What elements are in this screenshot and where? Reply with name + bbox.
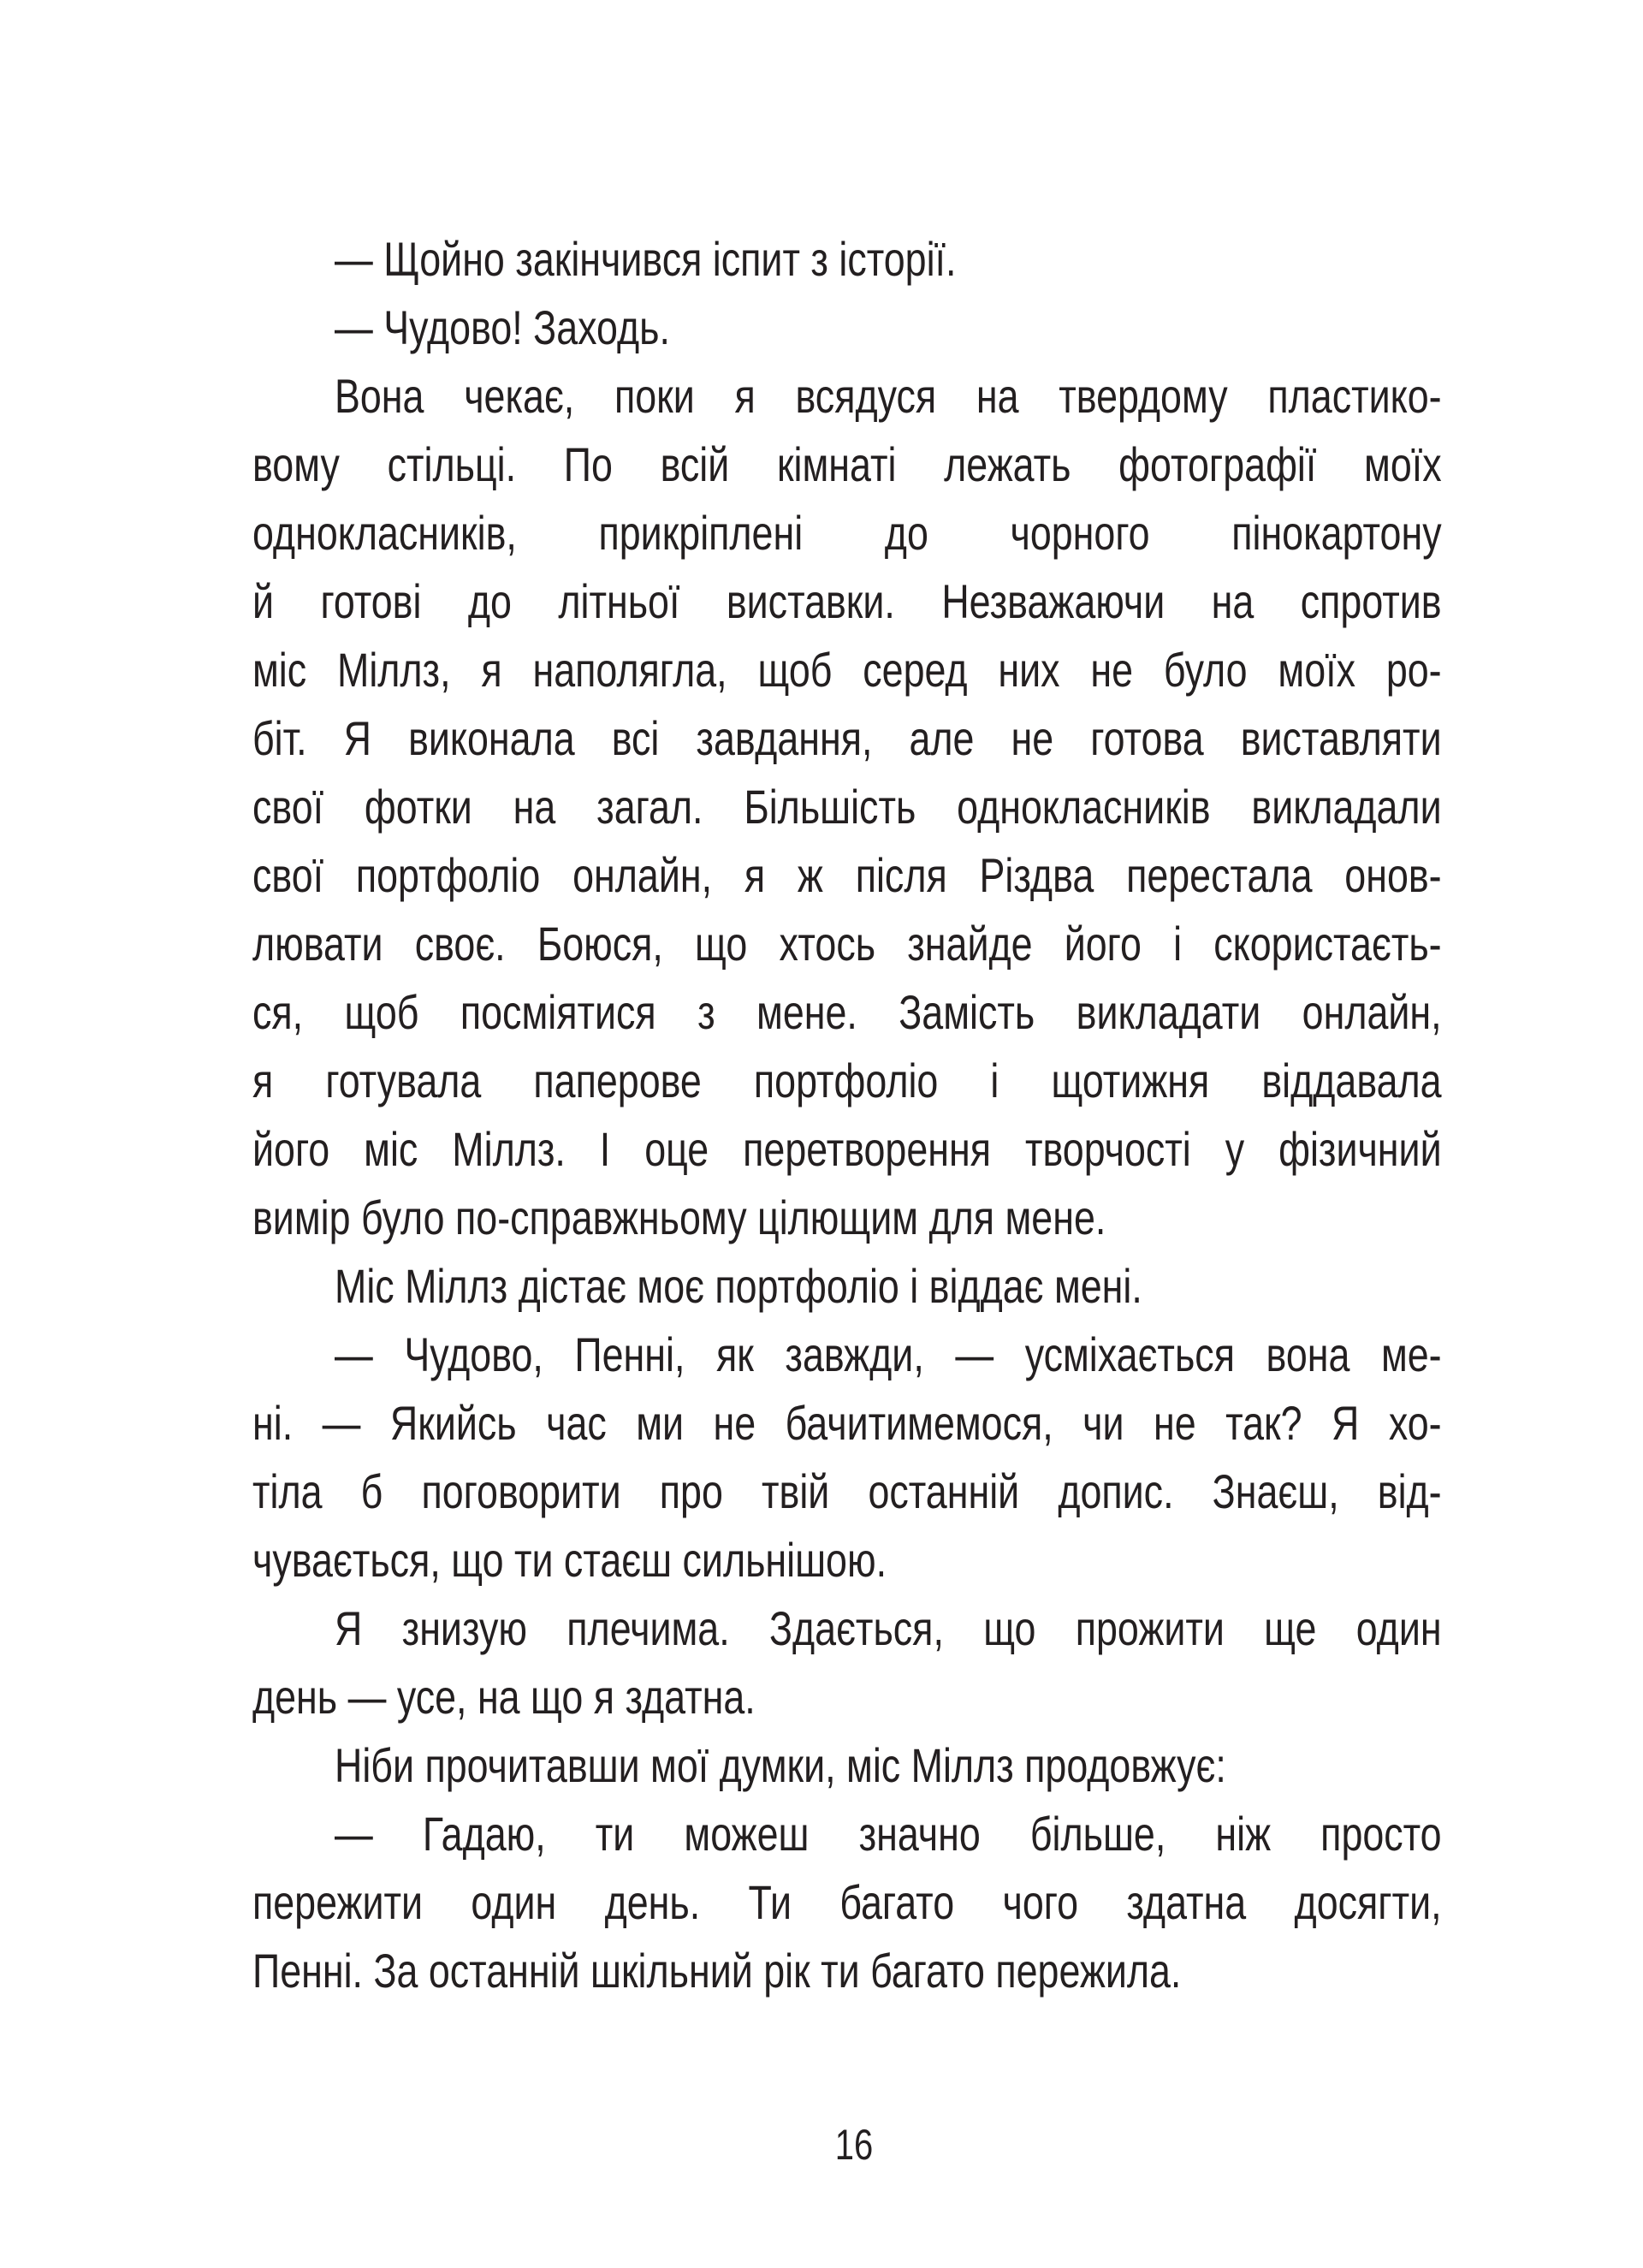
text-line: Ніби прочитавши мої думки, міс Міллз продовжує: bbox=[335, 1738, 1226, 1792]
paragraph bbox=[252, 362, 1442, 1252]
paragraph bbox=[252, 1731, 1442, 1800]
text-line: Міс Міллз дістає моє портфоліо і віддає мені. bbox=[335, 1259, 1142, 1313]
text-line: його міс Міллз. І оце перетворення творчості у фізичний bbox=[252, 1122, 1442, 1176]
page-number: 16 bbox=[834, 2121, 874, 2169]
text-line: тіла б поговорити про твій останній допис. Знаєш, від- bbox=[252, 1464, 1442, 1518]
text-line: пережити один день. Ти багато чого здатна досягти, bbox=[252, 1875, 1442, 1929]
text-line: — Чудово, Пенні, як завжди, — усміхається вона ме- bbox=[335, 1327, 1442, 1381]
paragraph bbox=[252, 294, 1442, 362]
text-line: свої портфоліо онлайн, я ж після Різдва перестала онов- bbox=[252, 848, 1442, 902]
paragraph bbox=[252, 225, 1442, 294]
paragraph bbox=[252, 1594, 1442, 1731]
text-line: — Чудово! Заходь. bbox=[335, 300, 670, 354]
text-line: міс Міллз, я наполягла, щоб серед них не було моїх ро- bbox=[252, 643, 1442, 697]
text-line: чувається, що ти стаєш сильнішою. bbox=[252, 1533, 887, 1587]
text-line: однокласників, прикріплені до чорного пінокартону bbox=[252, 506, 1442, 560]
text-line: ся, щоб посміятися з мене. Замість викладати онлайн, bbox=[252, 985, 1442, 1039]
text-line: Вона чекає, поки я всядуся на твердому пластико- bbox=[335, 369, 1442, 423]
text-line: вому стільці. По всій кімнаті лежать фотографії моїх bbox=[252, 437, 1442, 491]
body-text bbox=[252, 225, 1442, 2005]
text-line: ні. — Якийсь час ми не бачитимемося, чи не так? Я хо- bbox=[252, 1396, 1442, 1450]
text-line: біт. Я виконала всі завдання, але не готова виставляти bbox=[252, 711, 1442, 765]
text-line: свої фотки на загал. Більшість однокласників викладали bbox=[252, 780, 1442, 834]
text-line: — Щойно закінчився іспит з історії. bbox=[335, 232, 957, 286]
text-line: й готові до літньої виставки. Незважаючи на спротив bbox=[252, 574, 1442, 628]
paragraph bbox=[252, 1252, 1442, 1321]
text-line: я готувала паперове портфоліо і щотижня віддавала bbox=[252, 1054, 1442, 1107]
text-line: день — усе, на що я здатна. bbox=[252, 1670, 756, 1724]
text-line: Пенні. За останній шкільний рік ти багато пережила. bbox=[252, 1944, 1182, 1998]
paragraph bbox=[252, 1321, 1442, 1594]
text-line: — Гадаю, ти можеш значно більше, ніж просто bbox=[335, 1807, 1442, 1861]
paragraph bbox=[252, 1800, 1442, 2005]
text-line: лювати своє. Боюся, що хтось знайде його і скористаєть- bbox=[252, 917, 1442, 971]
text-line: вимір було по-справжньому цілющим для мене. bbox=[252, 1190, 1106, 1244]
text-line: Я знизую плечима. Здається, що прожити ще один bbox=[335, 1601, 1442, 1655]
